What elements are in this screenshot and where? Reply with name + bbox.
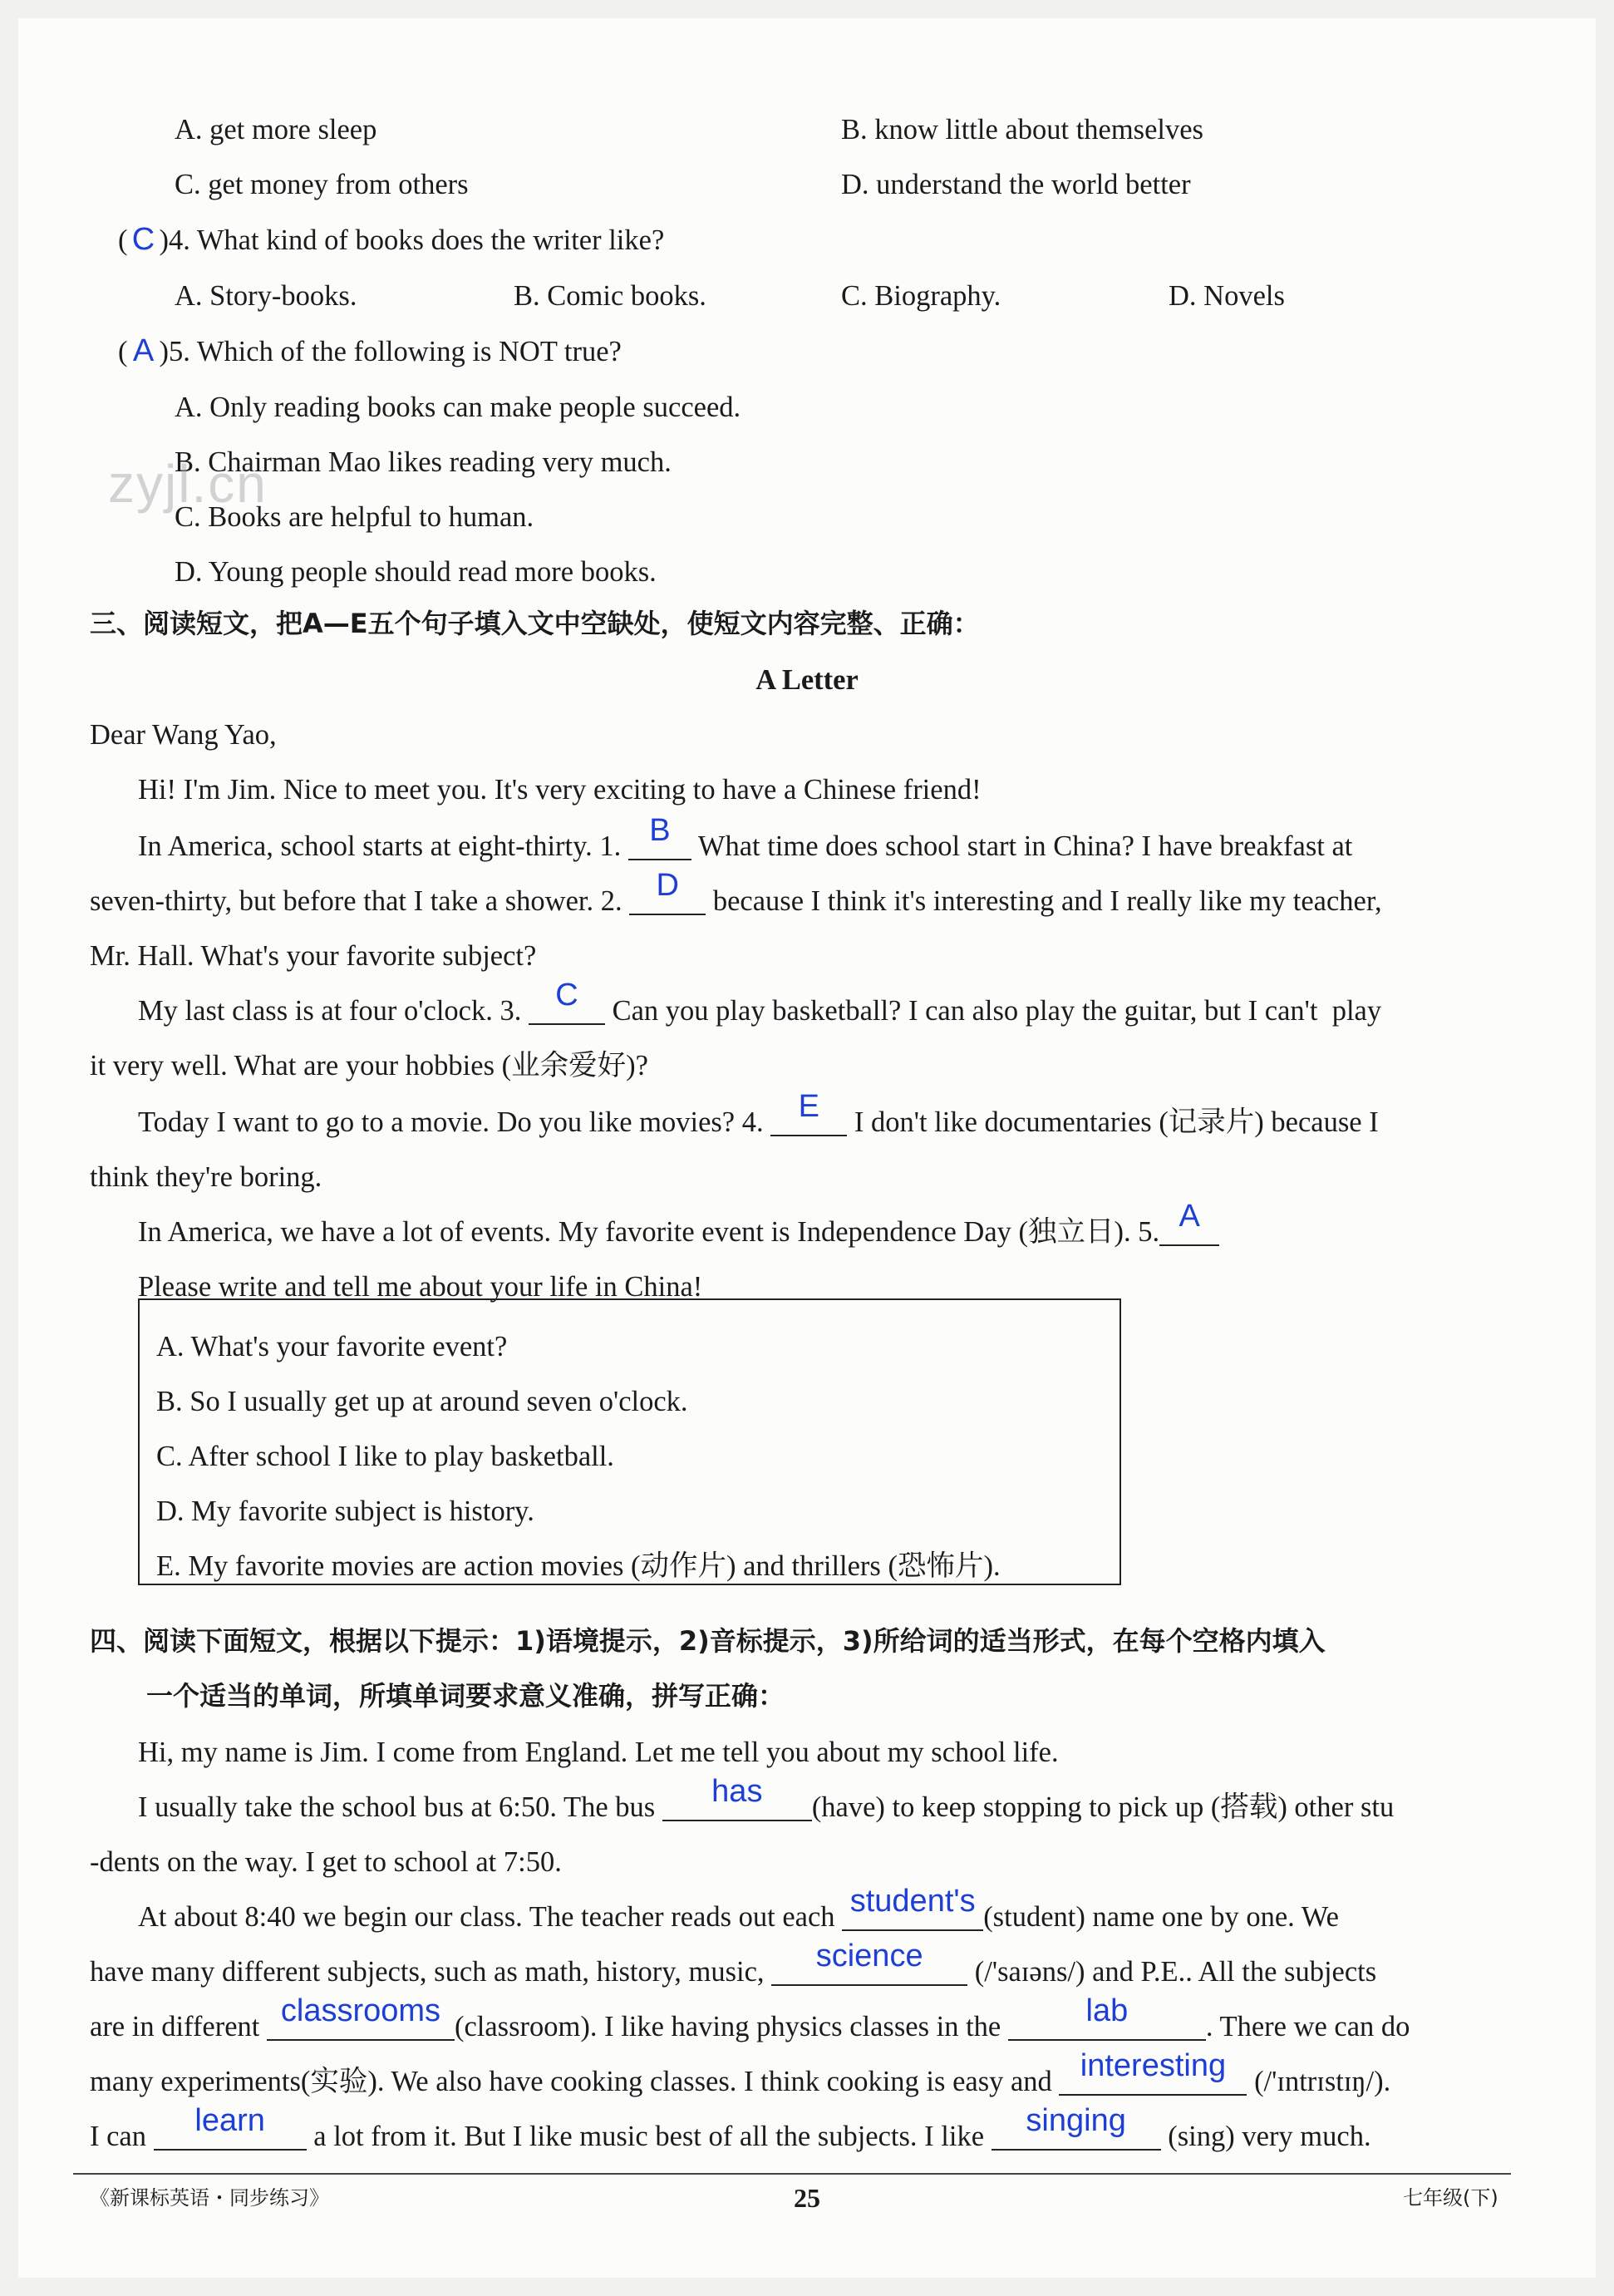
- blank-classrooms[interactable]: classrooms: [267, 2009, 455, 2041]
- blank-3[interactable]: C: [529, 993, 605, 1025]
- letter-line-2a: In America, school starts at eight-thirty. 1. B What time does school start in China? I have breakfast at: [138, 813, 1353, 862]
- q4-stem-line: ( C )4. What kind of books does the writer like?: [118, 222, 665, 257]
- letter-title: A Letter: [755, 664, 859, 696]
- passage-line-7: many experiments(实验). We also have cooking classes. I think cooking is easy and interesting (/'ɪntrɪstɪŋ/).: [90, 2048, 1391, 2097]
- blank-learn[interactable]: learn: [154, 2119, 307, 2151]
- q5-stem-line: ( A )5. Which of the following is NOT true?: [118, 333, 622, 368]
- watermark: zyjl.cn: [108, 454, 268, 514]
- q5-option-c: C. Books are helpful to human.: [175, 501, 534, 533]
- passage-line-6: are in different classrooms (classroom). I like having physics classes in the lab . There we can do: [90, 1993, 1410, 2042]
- passage-line-2: I usually take the school bus at 6:50. The bus has (have) to keep stopping to pick up (搭载) other stu: [138, 1774, 1395, 1823]
- letter-line-3a: My last class is at four o'clock. 3. C Can you play basketball? I can also play the guitar, but I can't play: [138, 978, 1382, 1027]
- blank-1[interactable]: B: [628, 829, 691, 860]
- q3-option-d: D. understand the world better: [841, 169, 1191, 200]
- blank-has[interactable]: has: [662, 1790, 812, 1821]
- letter-line-5: In America, we have a lot of events. My favorite event is Independence Day (独立日). 5. A: [138, 1214, 1219, 1250]
- footer-book-title: 《新课标英语・同步练习》: [90, 2186, 329, 2210]
- q5-option-d: D. Young people should read more books.: [175, 556, 657, 588]
- footer-rule: [73, 2173, 1511, 2175]
- passage-line-8: I can learn a lot from it. But I like music best of all the subjects. I like singing (sing) very much.: [90, 2103, 1371, 2152]
- sentence-option-b: B. So I usually get up at around seven o'clock.: [156, 1386, 688, 1417]
- blank-5[interactable]: A: [1159, 1215, 1219, 1246]
- section4-heading-2: 一个适当的单词，所填单词要求意义准确，拼写正确：: [146, 1680, 785, 1712]
- q4-option-c: C. Biography.: [841, 280, 1001, 312]
- section4-heading-1: 四、阅读下面短文，根据以下提示：1)语境提示，2)音标提示，3)所给词的适当形式，在每个空格内填入: [90, 1625, 1326, 1657]
- page-number: 25: [794, 2183, 820, 2213]
- q5-option-b: B. Chairman Mao likes reading very much.: [175, 446, 672, 478]
- sentence-option-a: A. What's your favorite event?: [156, 1331, 508, 1362]
- q4-option-d: D. Novels: [1169, 280, 1285, 312]
- blank-students[interactable]: student's: [842, 1899, 983, 1931]
- q3-option-c: C. get money from others: [175, 169, 469, 200]
- q4-option-b: B. Comic books.: [514, 280, 706, 312]
- passage-line-3: -dents on the way. I get to school at 7:50.: [90, 1846, 562, 1878]
- q4-option-a: A. Story-books.: [175, 280, 357, 312]
- footer-grade: 七年级(下): [1403, 2186, 1498, 2210]
- sentence-option-e: E. My favorite movies are action movies (动作片) and thrillers (恐怖片).: [156, 1550, 1001, 1582]
- q5-stem: )5. Which of the following is NOT true?: [159, 336, 622, 367]
- passage-line-5: have many different subjects, such as math, history, music, science (/'saɪəns/) and P.E.. All the subjects: [90, 1939, 1377, 1988]
- letter-closing: Please write and tell me about your life in China!: [138, 1271, 703, 1303]
- letter-line-2c: Mr. Hall. What's your favorite subject?: [90, 940, 537, 972]
- passage-line-4: At about 8:40 we begin our class. The teacher reads out each student's (student) name one by one. We: [138, 1884, 1339, 1933]
- sentence-option-d: D. My favorite subject is history.: [156, 1495, 534, 1527]
- letter-line-3b: it very well. What are your hobbies (业余爱好)?: [90, 1050, 648, 1081]
- blank-interesting[interactable]: interesting: [1059, 2064, 1247, 2096]
- sentence-option-c: C. After school I like to play basketball.: [156, 1441, 614, 1472]
- passage-line-1: Hi, my name is Jim. I come from England. Let me tell you about my school life.: [138, 1737, 1059, 1768]
- letter-line-2b: seven-thirty, but before that I take a shower. 2. D because I think it's interesting and I really like my teacher,: [90, 868, 1382, 917]
- letter-line-4b: think they're boring.: [90, 1161, 322, 1193]
- q3-option-a: A. get more sleep: [175, 114, 377, 145]
- q4-stem: )4. What kind of books does the writer like?: [159, 224, 665, 256]
- blank-lab[interactable]: lab: [1008, 2009, 1206, 2041]
- letter-greeting: Dear Wang Yao,: [90, 719, 277, 751]
- q5-option-a: A. Only reading books can make people succeed.: [175, 392, 741, 423]
- blank-2[interactable]: D: [629, 884, 706, 915]
- q3-option-b: B. know little about themselves: [841, 114, 1203, 145]
- blank-science[interactable]: science: [771, 1954, 967, 1986]
- blank-4[interactable]: E: [770, 1105, 847, 1136]
- q4-answer: C: [131, 222, 155, 257]
- section3-heading: 三、阅读短文，把A—E五个句子填入文中空缺处，使短文内容完整、正确：: [90, 608, 980, 639]
- letter-line-4a: Today I want to go to a movie. Do you like movies? 4. E I don't like documentaries (记录片) because I: [138, 1089, 1379, 1138]
- blank-singing[interactable]: singing: [992, 2119, 1161, 2151]
- letter-paragraph-1: Hi! I'm Jim. Nice to meet you. It's very exciting to have a Chinese friend!: [138, 774, 982, 806]
- q5-answer: A: [132, 333, 155, 368]
